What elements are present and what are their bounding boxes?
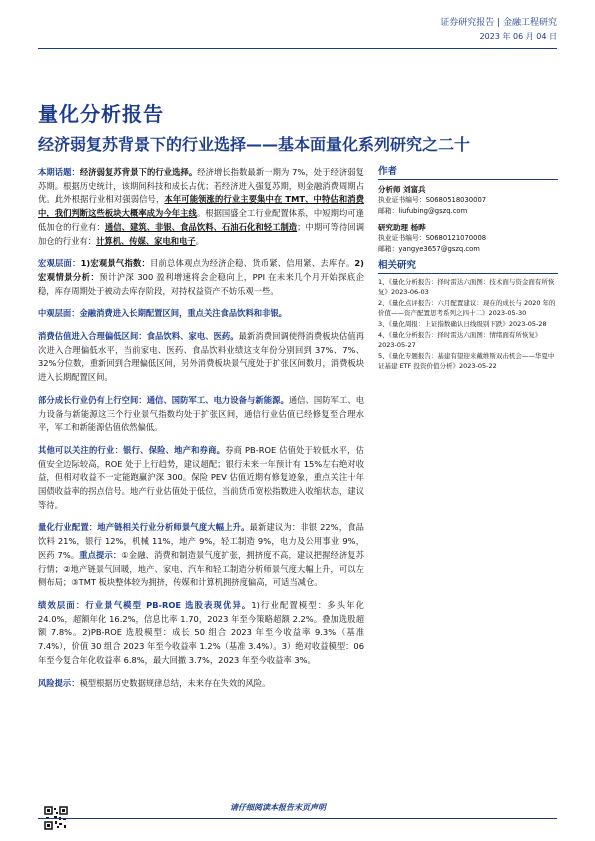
paragraph-text: 。根据国盛全工行业配置体系，中短期均可逢低加仓的行业有： [38,208,364,232]
header-meta [440,16,557,44]
report-date: 2023 年 06 月 04 日 [479,32,557,41]
summary-paragraph [38,330,364,385]
sidebar [378,166,558,372]
related-title: 相关研究 [378,260,558,274]
paragraph-label: 部分成长行业仍有上行空间： [38,394,147,405]
summary-paragraph [38,394,364,435]
related-report-link[interactable]: 4、《量化分析报告：择时雷达六面图：情绪面有所恢复》2023-05-27 [378,331,542,349]
author-block [378,184,558,217]
summary-paragraph [38,444,364,513]
author-email[interactable]: 邮箱：yangye3657@gszq.com [378,245,480,253]
author-email[interactable]: 邮箱：liufubing@gszq.com [378,207,468,215]
summary-paragraph [38,677,364,691]
paragraph-text: 经济弱复苏背景下的行业选择。 [79,167,198,177]
footer-disclaimer: 请仔细阅读本报告末页声明 [230,803,326,812]
paragraph-text: 银行、保险、地产和券商。 [123,444,226,455]
paragraph-text: 地产链相关行业分析师景气度大幅上升。 [97,522,250,533]
authors-list [378,184,558,255]
paragraph-text: 本年可能领涨的行业主要集中在 TMT、中特估和消费中，我们判断这些板块大概率成为今年主线 [38,194,364,219]
paragraph-label: 绩效层面： [38,599,86,610]
paragraph-text: 行业景气模型 PB-ROE 选股表现优异。 [85,599,252,610]
paragraph-label: 本期话题： [38,167,80,177]
paragraph-text: 目前总体观点为经济企稳、货币紧、信用紧、去库存。 [150,258,355,269]
paragraph-text: 1)宏观景气指数： [80,258,150,269]
paragraph-label: 量化行业配置： [38,522,98,533]
related-report-link[interactable]: 1、《量化分析报告：择时雷达六面图：技术面与资金面有所恢复》2023-06-03 [378,278,555,296]
summary-column [38,166,364,699]
paragraph-text: 金融消费进入长期配置区间，重点关注食品饮料和非银。 [79,308,287,319]
paragraph-text: 食品饮料、家电、医药。 [146,331,239,342]
header-divider [38,48,557,49]
paragraph-text: 重点提示： [79,549,122,560]
paragraph-label: 中观层面： [38,308,80,319]
paragraph-text: 最新建议为：非银 22%，食品饮料 21%，银行 12%，机械 11%，地产 9%，轻工制造 9%，电力及公用事业 9%，医药 7%。 [38,522,364,560]
paragraph-text: 2)宏观情景分析： [38,258,364,282]
related-list [378,277,558,371]
author-name: 分析师 刘富兵 [378,185,426,194]
summary-paragraph [38,166,364,248]
paragraph-text: 经济增长指数最新一期为 7%，处于经济弱复苏期。根据历史统计，该期间科技和成长占优；若经济进入强复苏期，则金融消费周期占优。此外根据行业相对强弱信号， [38,167,364,205]
paragraph-text: 1)行业配置模型：多头年化 24.0%，超额年化 16.2%，信息比率 1.70，2023 年至今策略超额 2.2%。叠加选股超额 7.8%。2)PB-ROE 选股模型：成长 50 组合 2023 年至今收益率 9.3%（基准 7.4%），价值 30 组合 2023 年至今收益率 1.2%（基准 3.4%）。3）绝对收益模型：06 年至今复合年化收益率 6.8%，最大回撤 3.7%，2023 年至今收益率 3%。 [38,599,364,665]
summary-paragraph [38,599,364,668]
paragraph-text: 券商 PB-ROE 估值处于较低水平，估值安全边际较高，ROE 处于上行趋势，建议超配；银行未来一年预计有 15%左右绝对收益，但相对收益不一定能跑赢沪深 300。保险 PEV 估值近期有修复迹象，重点关注十年国债收益率的拐点信号。地产行业估值处于低位，当前货币宽松指数进入收缩状态，建议等待。 [38,444,364,510]
paragraph-text: 预计沪深 300 盈利增速将会企稳向上，PPI 在未来几个月开始探底企稳，库存周期处于被动去库存阶段，对持权益资产不妨乐观一些。 [38,271,364,296]
related-report-link[interactable]: 2、《量化点评报告：六月配置建议：现在的成长与 2020 年的价值——资产配置思考系列之四十二》2023-05-30 [378,299,556,317]
authors-title: 作者 [378,166,558,180]
report-title: 经济弱复苏背景下的行业选择——基本面量化系列研究之二十 [38,135,471,154]
summary-paragraph [38,521,364,590]
paragraph-text: 通信、国防军工、电力设备与新能源。 [146,394,289,405]
author-cert: 执业证书编号：S0680121070008 [378,234,487,242]
author-cert: 执业证书编号：S0680518030007 [378,196,487,204]
summary-paragraph [38,257,364,298]
report-category: 证券研究报告 | 金融工程研究 [440,18,557,28]
paragraph-label: 其他可以关注的行业： [38,444,124,455]
related-report-link[interactable]: 5、《量化专题报告：基建有望迎来戴维斯双击机会——华夏中证基建 ETF 投资价值分析》2023-05-22 [378,352,555,370]
related-report-link[interactable]: 3、《量化周报：上证指数确认日线级别下跌》2023-05-28 [378,320,547,328]
paragraph-text: 通信、国防军工、电力设备与新能源这三个行业景气指数均处于扩张区间，通信行业估值已经修复至合理水平，军工和新能源估值依然偏低。 [38,394,364,433]
paragraph-label: 消费估值进入合理偏低区间： [38,331,147,342]
footer-divider [38,818,557,819]
paragraph-text: ；中期可等待回调加仓的行业有： [38,221,364,246]
paragraph-text: 最新消费回调使得消费板块估值再次进入合理偏低水平，当前家电、医药、食品饮料业绩这支年份分别回到 37%、7%、32%分位数，重新回到合理偏低区间，另外消费板块景气度处于扩张区间数月，消费板块进入长期配置区间。 [38,331,364,383]
author-block [378,222,558,255]
paragraph-text: 通信、建筑、非银、食品饮料、石油石化和轻工制造 [104,221,298,232]
paragraph-text: 。 [195,235,204,246]
paragraph-label: 风险提示： [38,677,80,688]
paragraph-text: 计算机、传媒、家电和电子 [96,235,196,246]
paragraph-text: 模型根据历史数据规律总结，未来存在失效的风险。 [79,677,271,688]
paragraph-text: ①金融、消费和制造景气度扩张，拥挤度不高，建议把握经济复苏行情；②地产链景气回暖，地产、家电、汽车和轻工制造分析师景气度大幅上升，可以左侧布局；③TMT 板块整体较为拥挤，传媒和计算机拥挤度偏高，可适当减仓。 [38,549,364,588]
report-type: 量化分析报告 [38,102,164,126]
summary-paragraph [38,307,364,321]
author-name: 研究助理 杨晔 [378,223,426,232]
paragraph-label: 宏观层面： [38,258,81,269]
